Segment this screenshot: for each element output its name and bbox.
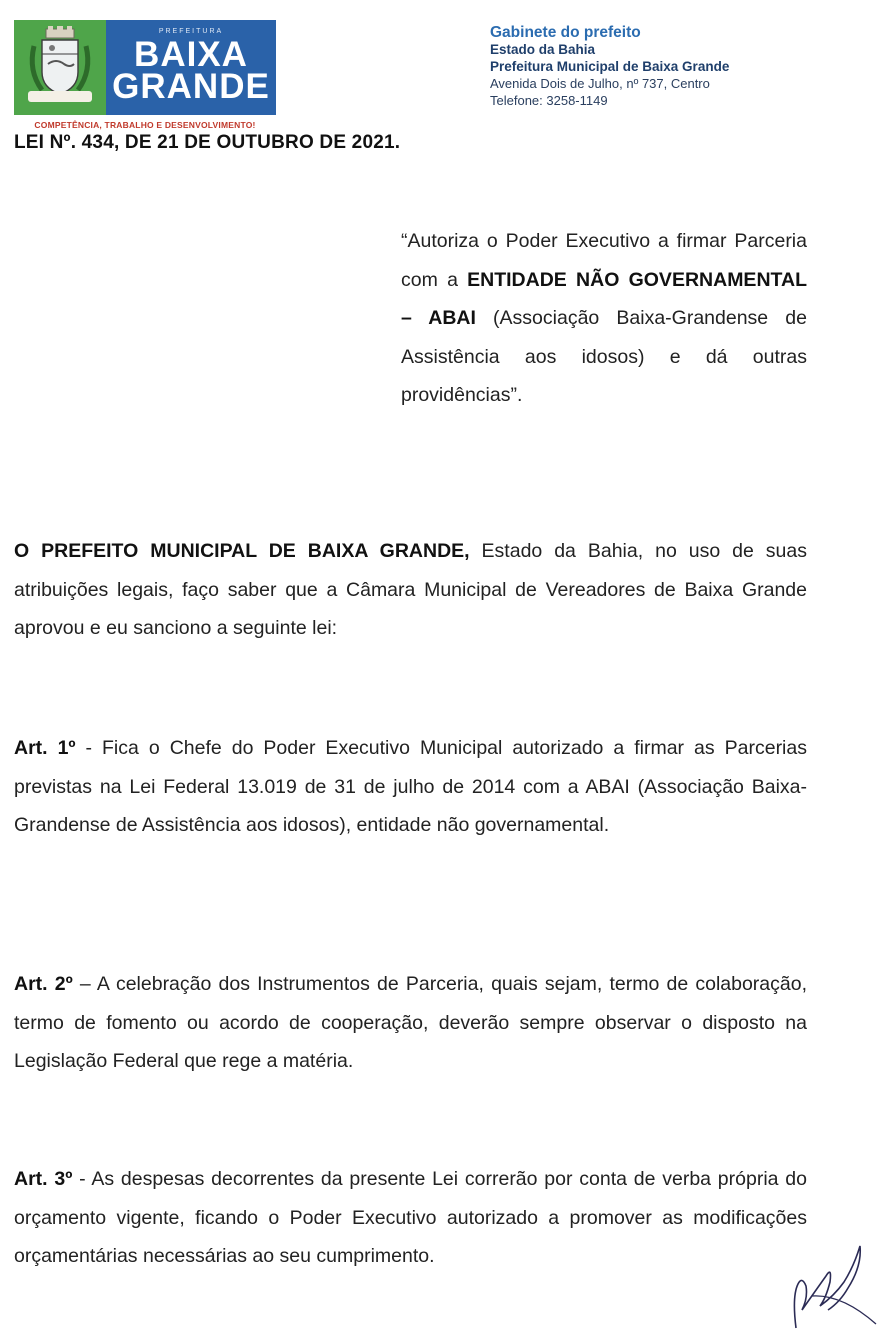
handwritten-signature — [782, 1236, 882, 1332]
logo-wordmark-panel — [106, 20, 276, 115]
logo-word-baixa: BAIXA — [134, 35, 248, 74]
ementa-text-start: “Autoriza o Poder Executivo a firmar Parceria com a — [401, 230, 807, 291]
law-title: LEI Nº. 434, DE 21 DE OUTUBRO DE 2021. — [14, 132, 401, 153]
header-gabinete: Gabinete do prefeito — [490, 24, 641, 41]
article-1 — [14, 729, 807, 845]
preamble-text: Estado da Bahia, no uso de suas atribuições legais, faço saber que a Câmara Municipal de Vereadores de Baixa Grande aprovou e eu sanciono a seguinte lei: — [14, 540, 807, 639]
article-3-text: - As despesas decorrentes da presente Lei correrão por conta de verba própria do orçamento vigente, ficando o Poder Executivo autorizado a promover as modificações orçamentárias necessárias ao seu cumprimento. — [14, 1168, 807, 1267]
logo-crest-panel — [14, 20, 106, 115]
article-1-label: Art. 1º — [14, 737, 76, 759]
ementa-text-end: (Associação Baixa-Grandense de Assistência aos idosos) e dá outras providências”. — [401, 307, 807, 406]
preamble-heading: O PREFEITO MUNICIPAL DE BAIXA GRANDE, — [14, 540, 470, 562]
ementa-entity-name: ENTIDADE NÃO GOVERNAMENTAL – ABAI — [401, 268, 807, 329]
header-address: Avenida Dois de Julho, nº 737, Centro — [490, 76, 710, 91]
logo-word-grande: GRANDE — [112, 67, 270, 106]
logo-prefeitura-label: PREFEITURA — [158, 28, 224, 35]
preamble-paragraph — [14, 532, 807, 648]
article-3-label: Art. 3º — [14, 1168, 73, 1190]
header-prefeitura: Prefeitura Municipal de Baixa Grande — [490, 59, 730, 74]
header-phone: Telefone: 3258-1149 — [490, 93, 608, 108]
header-contact-block — [490, 24, 729, 109]
article-3 — [14, 1160, 807, 1276]
logo-slogan: COMPETÊNCIA, TRABALHO E DESENVOLVIMENTO! — [34, 120, 256, 130]
law-ementa — [401, 222, 807, 415]
article-2 — [14, 965, 807, 1081]
municipal-logo — [14, 20, 276, 136]
article-2-label: Art. 2º — [14, 973, 73, 995]
crest-motto-ribbon — [28, 91, 92, 102]
article-2-text: – A celebração dos Instrumentos de Parceria, quais sejam, termo de colaboração, termo de fomento ou acordo de cooperação, deverão sempre observar o disposto na Legislação Federal que rege a matéria. — [14, 973, 808, 1072]
header-estado: Estado da Bahia — [490, 42, 596, 57]
article-1-text: - Fica o Chefe do Poder Executivo Municipal autorizado a firmar as Parcerias previstas na Lei Federal 13.019 de 31 de julho de 2014 com a ABAI (Associação Baixa-Grandense de Assistência aos idosos), entidade não governamental. — [14, 737, 807, 836]
